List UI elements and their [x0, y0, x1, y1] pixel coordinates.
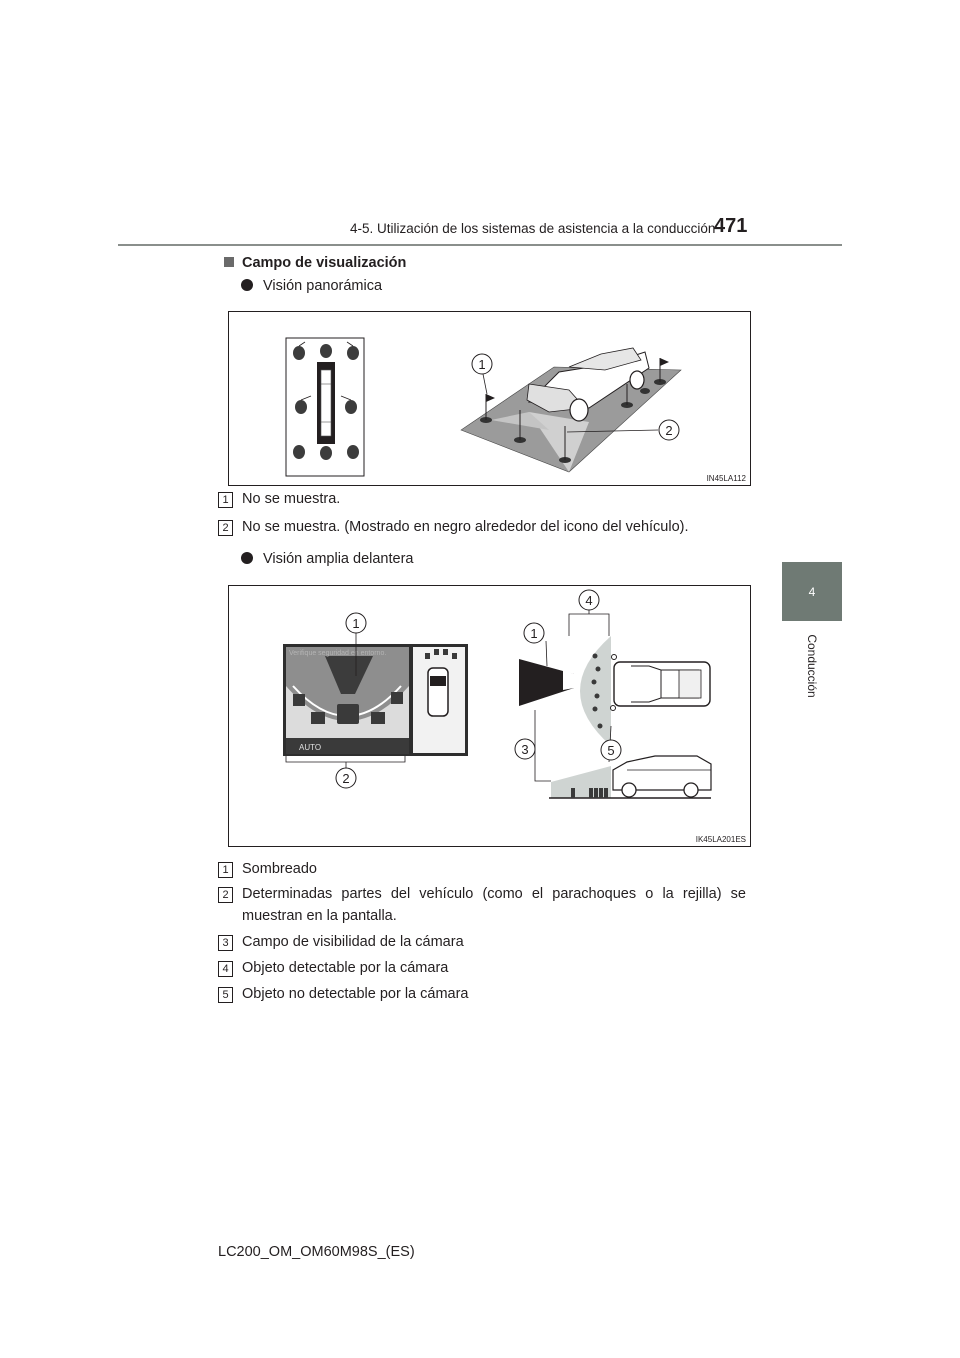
item-text: No se muestra.	[242, 491, 341, 507]
item-number: 2	[218, 887, 233, 903]
footer-doc-code: LC200_OM_OM60M98S_(ES)	[218, 1244, 415, 1260]
item-text: Determinadas partes del vehículo (como el parachoques o la rejilla) se muestran en la pantalla.	[242, 886, 746, 924]
square-bullet-icon	[224, 257, 234, 267]
figure-panoramic	[228, 311, 751, 486]
callout-1: 1	[478, 357, 486, 372]
list-item	[218, 931, 746, 953]
figure-code: IN45LA112	[706, 474, 746, 483]
item-text: Objeto no detectable por la cámara	[242, 986, 469, 1002]
screen-display	[283, 644, 468, 756]
bullet-panoramic-text: Visión panorámica	[263, 278, 383, 294]
callout-1b: 1	[530, 626, 538, 641]
bullet-dot-icon	[241, 279, 253, 291]
section-title	[224, 255, 406, 271]
item-number: 1	[218, 492, 233, 508]
list-item	[218, 883, 746, 927]
callout-2: 2	[665, 423, 673, 438]
callout-3: 3	[521, 742, 529, 757]
list-item	[218, 957, 746, 979]
list-item	[218, 516, 746, 538]
chapter-number: 4	[808, 584, 816, 599]
chapter-tab	[782, 562, 842, 621]
bullet-wide-front	[241, 551, 413, 567]
header-divider	[118, 244, 842, 246]
list-item	[218, 858, 746, 880]
callout-5: 5	[607, 743, 615, 758]
screen-banner: Verifique seguridad en entorno.	[289, 650, 387, 657]
figure-wide-front	[228, 585, 751, 847]
chapter-label-text: Conducción	[805, 633, 819, 698]
item-text: Campo de visibilidad de la cámara	[242, 934, 464, 950]
callout-4: 4	[585, 593, 593, 608]
callout-1: 1	[352, 616, 360, 631]
item-number: 4	[218, 961, 233, 977]
top-view-diagram	[286, 338, 364, 476]
wide-front-illustration	[229, 586, 750, 846]
callout-2: 2	[342, 771, 350, 786]
perspective-diagram	[461, 348, 681, 472]
item-text: Sombreado	[242, 861, 317, 877]
item-number: 1	[218, 862, 233, 878]
chapter-label	[772, 628, 852, 703]
item-number: 5	[218, 987, 233, 1003]
item-number: 3	[218, 935, 233, 951]
item-number: 2	[218, 520, 233, 536]
page-number: 471	[714, 215, 748, 237]
list-item	[218, 983, 746, 1005]
item-text: No se muestra. (Mostrado en negro alrededor del icono del vehículo).	[242, 519, 689, 535]
figure-code: IK45LA201ES	[695, 835, 746, 844]
camera-top-view	[519, 636, 710, 746]
bullet-wide-front-text: Visión amplia delantera	[263, 551, 414, 567]
panoramic-illustration	[229, 312, 750, 485]
screen-mode: AUTO	[299, 743, 322, 752]
header-section-title: 4-5. Utilización de los sistemas de asistencia a la conducción	[350, 221, 716, 236]
item-text: Objeto detectable por la cámara	[242, 960, 449, 976]
camera-side-view	[549, 756, 711, 798]
section-title-text: Campo de visualización	[242, 255, 407, 271]
list-item	[218, 488, 746, 510]
bullet-dot-icon	[241, 552, 253, 564]
bullet-panoramic	[241, 278, 382, 294]
